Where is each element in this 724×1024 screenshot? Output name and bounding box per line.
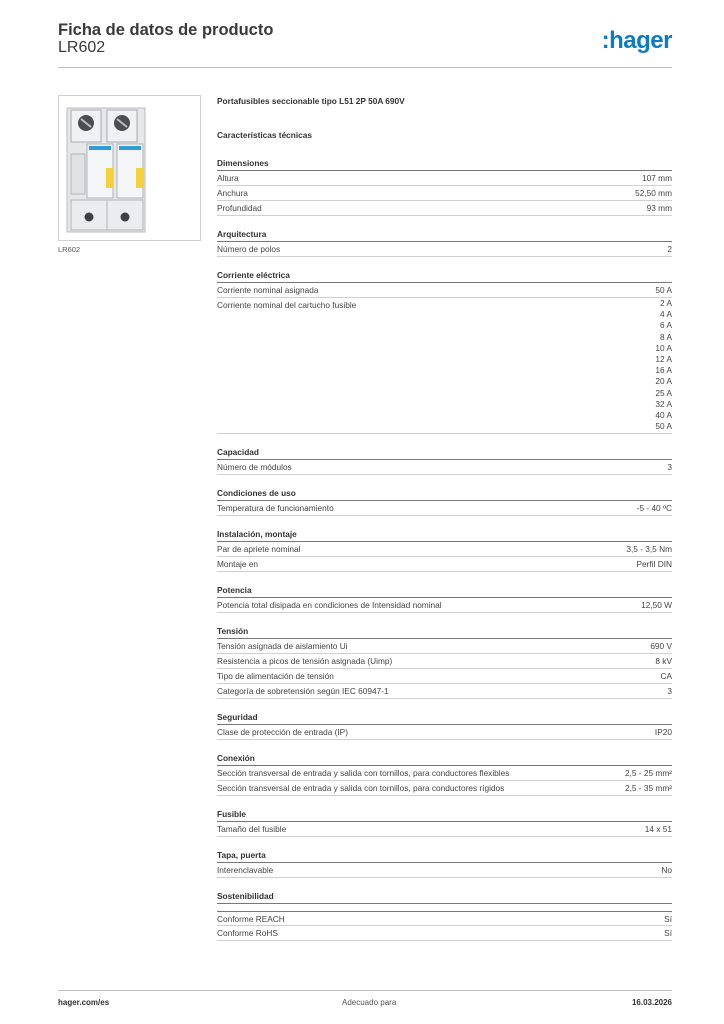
- spec-row: Sección transversal de entrada y salida con tornillos, para conductores flexibles 2,5 - 25 mm²: [217, 766, 672, 781]
- spec-row: Conforme REACH Sí: [217, 911, 672, 926]
- spec-row: Temperatura de funcionamiento -5 - 40 ºC: [217, 501, 672, 516]
- section-title: Seguridad: [217, 711, 672, 725]
- section-title: Potencia: [217, 584, 672, 598]
- section-title: Arquitectura: [217, 228, 672, 242]
- footer-divider: [58, 990, 672, 991]
- section-title: Instalación, montaje: [217, 528, 672, 542]
- spec-row: Tipo de alimentación de tensión CA: [217, 669, 672, 684]
- spec-row: Resistencia a picos de tensión asignada (Uimp) 8 kV: [217, 654, 672, 669]
- section-title: Condiciones de uso: [217, 487, 672, 501]
- spec-row: Profundidad 93 mm: [217, 201, 672, 216]
- footer-date: 16.03.2026: [631, 998, 672, 1007]
- spec-row: Tensión asignada de aislamiento Ui 690 V: [217, 639, 672, 654]
- section-fusible: [217, 808, 672, 837]
- page-title: Ficha de datos de producto: [58, 21, 274, 39]
- spec-content: [217, 96, 672, 941]
- section-arquitectura: [217, 228, 672, 257]
- product-image: [58, 95, 201, 241]
- section-instalacion: [217, 528, 672, 572]
- spec-row: Interenclavable No: [217, 863, 672, 878]
- product-name: Portafusibles seccionable tipo L51 2P 50A 690V: [217, 96, 405, 106]
- product-code: LR602: [58, 39, 106, 56]
- section-seguridad: [217, 711, 672, 740]
- spec-row: Número de polos 2: [217, 242, 672, 257]
- hager-logo: :hager: [601, 27, 672, 54]
- section-title: Conexión: [217, 752, 672, 766]
- spec-row: Sección transversal de entrada y salida con tornillos, para conductores rígidos 2,5 - 35 mm²: [217, 781, 672, 796]
- section-title: Fusible: [217, 808, 672, 822]
- spec-row: Número de módulos 3: [217, 460, 672, 475]
- section-title: Corriente eléctrica: [217, 269, 672, 283]
- section-condiciones: [217, 487, 672, 516]
- header-divider: [58, 67, 672, 68]
- spec-row: Anchura 52,50 mm: [217, 186, 672, 201]
- section-potencia: [217, 584, 672, 613]
- section-corriente: [217, 269, 672, 434]
- product-image-caption: LR602: [58, 245, 81, 254]
- spec-row: Par de apriete nominal 3,5 - 3,5 Nm: [217, 542, 672, 557]
- spec-row: Categoría de sobretensión según IEC 60947-1 3: [217, 684, 672, 699]
- section-tapa: [217, 849, 672, 878]
- section-dimensiones: [217, 157, 672, 216]
- section-title: Tapa, puerta: [217, 849, 672, 863]
- section-title: Dimensiones: [217, 157, 672, 171]
- spec-row-multi: Corriente nominal del cartucho fusible 2 A 4 A 6 A 8 A 10 A 12 A 16 A 20 A 25 A 32 A 40 A 50 A: [217, 298, 672, 434]
- technical-characteristics-title: Características técnicas: [217, 130, 313, 140]
- spec-row: Tamaño del fusible 14 x 51: [217, 822, 672, 837]
- spec-row: Corriente nominal asignada 50 A: [217, 283, 672, 298]
- spec-row: Potencia total disipada en condiciones de Intensidad nominal 12,50 W: [217, 598, 672, 613]
- section-capacidad: [217, 446, 672, 475]
- section-sostenibilidad: [217, 890, 672, 941]
- fuse-holder-illustration: [59, 96, 200, 240]
- spec-row: Altura 107 mm: [217, 171, 672, 186]
- section-title: Sostenibilidad: [217, 890, 672, 904]
- spec-row: Clase de protección de entrada (IP) IP20: [217, 725, 672, 740]
- section-title: Capacidad: [217, 446, 672, 460]
- spec-row: Conforme RoHS Sí: [217, 926, 672, 941]
- section-title: Tensión: [217, 625, 672, 639]
- footer-website-link[interactable]: hager.com/es: [58, 998, 110, 1007]
- spec-row: Montaje en Perfil DIN: [217, 557, 672, 572]
- footer-suitability: Adecuado para: [342, 998, 397, 1007]
- section-tension: [217, 625, 672, 699]
- section-conexion: [217, 752, 672, 796]
